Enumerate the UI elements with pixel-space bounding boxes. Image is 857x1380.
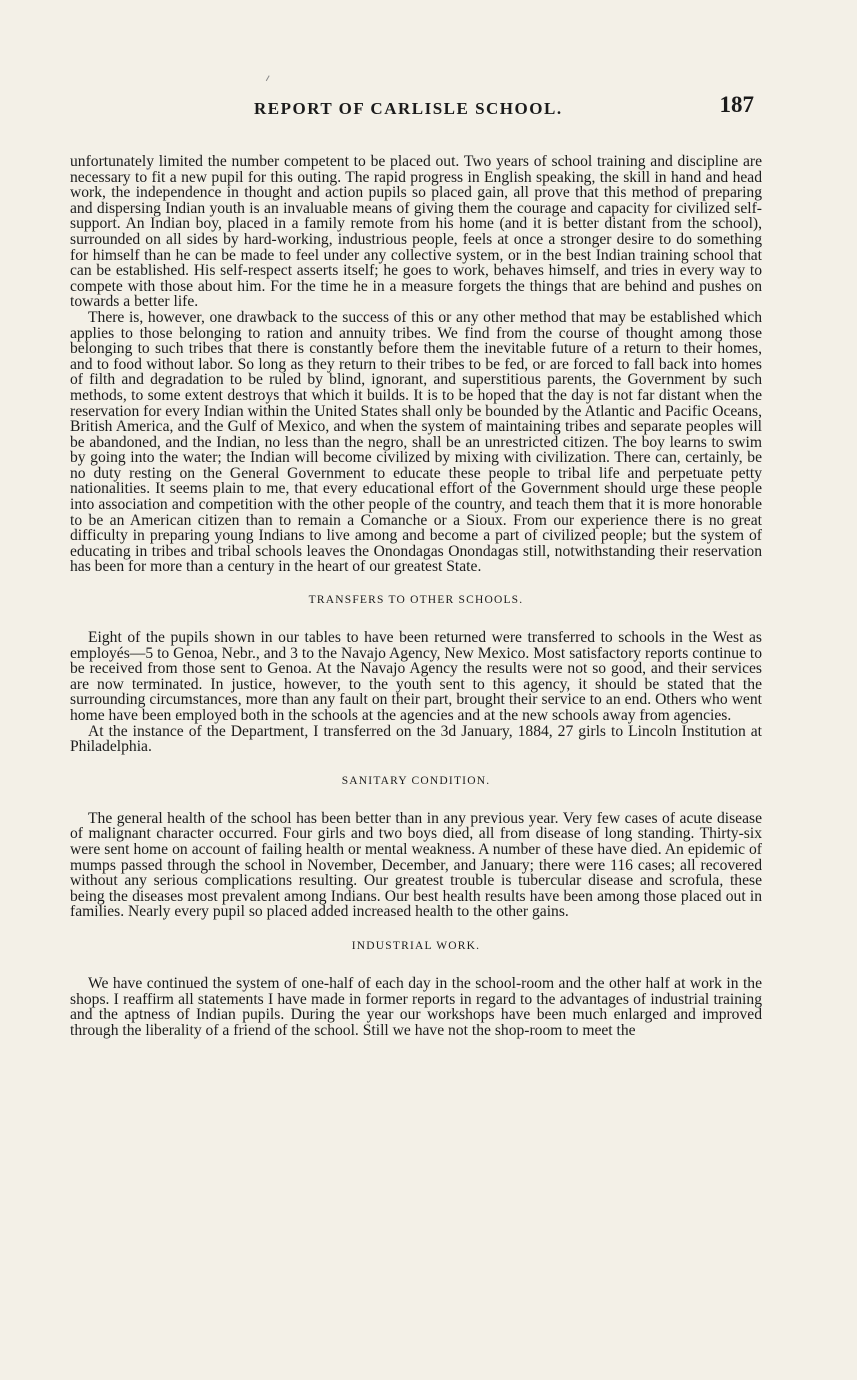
paragraph-lincoln-institution: At the instance of the Department, I transferred on the 3d January, 1884, 27 girls to Lincoln Institution at Philadelphia. xyxy=(70,722,762,756)
paragraph-industrial: We have continued the system of one-half of each day in the school-room and the other half at work in the shops. I reaffirm all statements I have made in former reports in regard to the advantages of industrial training and the aptness of Indian pupils. During the year our workshops have been much enlarged and improved through the liberality of a friend of the school. Still we have not the shop-room to meet the xyxy=(70,974,762,1039)
section-heading-sanitary: SANITARY CONDITION. xyxy=(341,774,491,787)
stray-mark xyxy=(266,75,272,82)
paragraph-outing-continuation: unfortunately limited the number competent to be placed out. Two years of school training and discipline are necessary to fit a new pupil for this outing. The rapid progress in English speaking, the skill in hand and head work, the independence in thought and action pupils so placed gain, all prove that this method of preparing and dispersing Indian youth is an invaluable means of giving them the courage and capacity for civilized self-support. An Indian boy, placed in a family remote from his home (and it is better distant from the school), surrounded on all sides by hard-working, industrious people, feels at once a stronger desire to do something for himself than he can be made to feel under any collective system, or in the best Indian training school that can be established. His self-respect asserts itself; he goes to work, behaves himself, and tries in every way to compete with those about him. For the time he in a measure forgets the things that are behind and pushes on towards a better life. xyxy=(70,153,762,311)
document-page xyxy=(70,92,762,1038)
paragraph-ration-tribes: There is, however, one drawback to the success of this or any other method that may be established which applies to those belonging to ration and annuity tribes. We find from the course of thought among those belonging to such tribes that there is constantly before them the inevitable future of a return to their homes, and to food without labor. So long as they return to their tribes to be fed, or are forced to fall back into homes of filth and degradation to be ruled by blind, ignorant, and superstitious parents, the Government by such methods, to some extent destroys that which it builds. It is to be hoped that the day is not far distant when the reservation for every Indian within the United States shall only be bounded by the Atlantic and Pacific Oceans, British America, and the Gulf of Mexico, and when the system of maintaining tribes and separate peoples will be abandoned, and the Indian, no less than the negro, shall be an unrestricted citizen. The boy learns to swim by going into the water; the Indian will become civilized by mixing with civilization. There can, certainly, be no duty resting on the General Government to educate these people to tribal life and perpetuate petty nationalities. It seems plain to me, that every educational effort of the Government should urge these people into association and competition with the other people of the country, and teach them that it is more honorable to be an American citizen than to remain a Comanche or a Sioux. From our experience there is no great difficulty in preparing young Indians to live among and become a part of civilized people; but the system of educating in tribes and tribal schools leaves the Onondagas Onondagas still, notwithstanding their reservation has been for more than a century in the heart of our greatest State. xyxy=(70,308,762,576)
running-header xyxy=(70,92,762,126)
paragraph-transfers: Eight of the pupils shown in our tables to have been returned were transferred to schools in the West as employés—5 to Genoa, Nebr., and 3 to the Navajo Agency, New Mexico. Most satisfactory reports continue to be received from those sent to Genoa. At the Navajo Agency the results were not so good, and their services are now terminated. In justice, however, to the youth sent to this agency, it should be stated that the surrounding circumstances, more than any fault on their part, brought their service to an end. Others who went home have been employed both in the schools at the agencies and at the new schools away from agencies. xyxy=(70,629,762,724)
page-number: 187 xyxy=(719,92,754,117)
section-heading-transfers: TRANSFERS TO OTHER SCHOOLS. xyxy=(308,594,524,607)
running-title: REPORT OF CARLISLE SCHOOL. xyxy=(254,99,563,118)
paragraph-sanitary: The general health of the school has been better than in any previous year. Very few cases of acute disease of malignant character occurred. Four girls and two boys died, all from disease of long standing. Thirty-six were sent home on account of failing health or mental weakness. A number of these have died. An epidemic of mumps passed through the school in November, December, and January; there were 116 cases; all recovered without any serious complications resulting. Our greatest trouble is tubercular disease and scrofula, these being the diseases most prevalent among Indians. Our best health results have been among those placed out in families. Nearly every pupil so placed added increased health to the other gains. xyxy=(70,809,762,921)
section-heading-industrial: INDUSTRIAL WORK. xyxy=(351,939,481,952)
